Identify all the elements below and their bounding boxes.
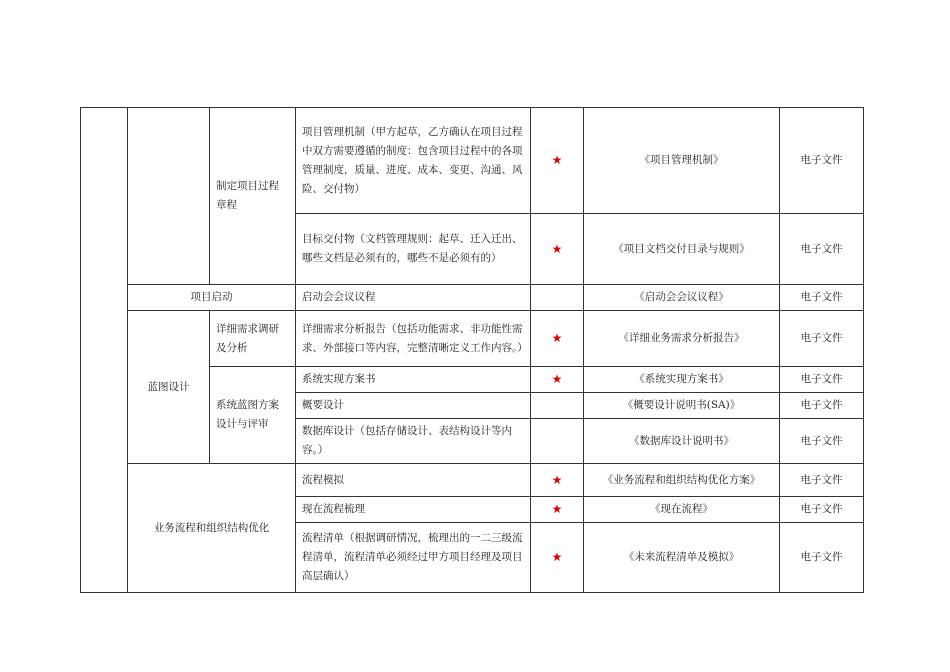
required-star-icon: ★ — [531, 311, 584, 367]
document-cell: 《详细业务需求分析报告》 — [584, 311, 780, 367]
content-cell: 项目管理机制（甲方起草，乙方确认在项目过程中双方需要遵循的制度：包含项目过程中的各项管理制度，质量、进度、成本、变更、沟通、风险、交付物） — [296, 108, 531, 214]
task-cell: 业务流程和组织结构优化 — [128, 464, 296, 593]
required-star-icon: ★ — [531, 464, 584, 497]
task-cell: 制定项目过程章程 — [210, 108, 296, 285]
required-cell — [531, 419, 584, 464]
required-cell — [531, 393, 584, 419]
format-cell: 电子文件 — [780, 367, 864, 393]
required-star-icon: ★ — [531, 523, 584, 593]
required-star-icon: ★ — [531, 367, 584, 393]
required-star-icon: ★ — [531, 108, 584, 214]
document-cell: 《未来流程清单及模拟》 — [584, 523, 780, 593]
content-cell: 详细需求分析报告（包括功能需求、非功能性需求、外部接口等内容，完整清晰定义工作内容。） — [296, 311, 531, 367]
table-row — [81, 311, 864, 367]
format-cell: 电子文件 — [780, 464, 864, 497]
format-cell: 电子文件 — [780, 108, 864, 214]
format-cell: 电子文件 — [780, 393, 864, 419]
format-cell: 电子文件 — [780, 311, 864, 367]
group-cell-empty — [128, 108, 210, 285]
required-star-icon: ★ — [531, 214, 584, 285]
content-cell: 流程模拟 — [296, 464, 531, 497]
content-cell: 启动会会议议程 — [296, 285, 531, 311]
content-cell: 现在流程梳理 — [296, 497, 531, 523]
document-cell: 《系统实现方案书》 — [584, 367, 780, 393]
document-cell: 《概要设计说明书(SA)》 — [584, 393, 780, 419]
document-cell: 《数据库设计说明书》 — [584, 419, 780, 464]
required-star-icon: ★ — [531, 497, 584, 523]
document-cell: 《业务流程和组织结构优化方案》 — [584, 464, 780, 497]
content-cell: 系统实现方案书 — [296, 367, 531, 393]
format-cell: 电子文件 — [780, 214, 864, 285]
task-cell: 项目启动 — [128, 285, 296, 311]
group-cell: 蓝图设计 — [128, 311, 210, 464]
table-row — [81, 108, 864, 214]
document-cell: 《项目管理机制》 — [584, 108, 780, 214]
phase-column-cell — [81, 108, 128, 593]
format-cell: 电子文件 — [780, 285, 864, 311]
content-cell: 概要设计 — [296, 393, 531, 419]
content-cell: 流程清单（根据调研情况，梳理出的一二三级流程清单，流程清单必须经过甲方项目经理及项目高层确认） — [296, 523, 531, 593]
table-row — [81, 285, 864, 311]
content-cell: 数据库设计（包括存储设计、表结构设计等内容。） — [296, 419, 531, 464]
task-cell: 详细需求调研及分析 — [210, 311, 296, 367]
format-cell: 电子文件 — [780, 419, 864, 464]
required-cell — [531, 285, 584, 311]
content-cell: 目标交付物（文档管理规则：起草、迁入迁出、哪些文档是必须有的，哪些不是必须有的） — [296, 214, 531, 285]
format-cell: 电子文件 — [780, 497, 864, 523]
document-cell: 《启动会会议议程》 — [584, 285, 780, 311]
deliverables-table — [80, 107, 864, 593]
format-cell: 电子文件 — [780, 523, 864, 593]
document-cell: 《现在流程》 — [584, 497, 780, 523]
task-cell: 系统蓝图方案设计与评审 — [210, 367, 296, 464]
document-cell: 《项目文档交付目录与规则》 — [584, 214, 780, 285]
table-row — [81, 464, 864, 497]
